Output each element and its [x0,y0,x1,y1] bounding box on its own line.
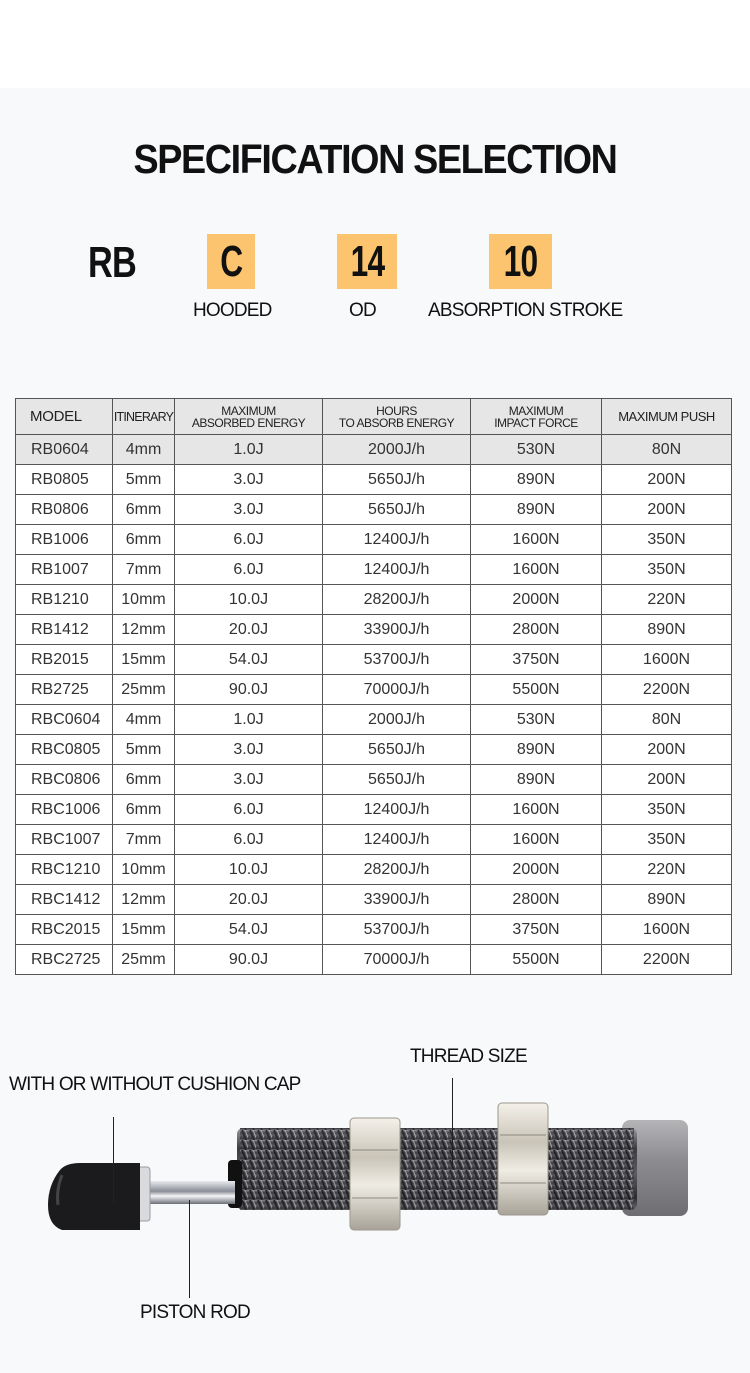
cell-model: RBC1210 [16,855,113,885]
page-title: SPECIFICATION SELECTION [133,136,617,182]
cell-max-absorbed-energy: 90.0J [175,945,323,975]
cell-max-push: 350N [602,795,732,825]
cell-max-push: 2200N [602,945,732,975]
cell-itinerary: 10mm [113,585,175,615]
cell-itinerary: 10mm [113,855,175,885]
cell-model: RBC0805 [16,735,113,765]
cell-itinerary: 15mm [113,645,175,675]
cell-hours-absorb-energy: 53700J/h [323,915,471,945]
table-row [16,495,732,525]
model-code-breakdown [0,234,750,290]
table-row [16,825,732,855]
cell-model: RBC0604 [16,705,113,735]
table-row [16,705,732,735]
cell-max-push: 890N [602,615,732,645]
cell-itinerary: 4mm [113,435,175,465]
cell-itinerary: 15mm [113,915,175,945]
cell-max-absorbed-energy: 20.0J [175,615,323,645]
cell-max-push: 220N [602,855,732,885]
callout-thread-size: THREAD SIZE [410,1046,527,1067]
cell-model: RB0806 [16,495,113,525]
cell-model: RB1412 [16,615,113,645]
cell-hours-absorb-energy: 33900J/h [323,885,471,915]
cell-max-absorbed-energy: 1.0J [175,705,323,735]
table-row [16,645,732,675]
table-row [16,855,732,885]
cell-max-absorbed-energy: 10.0J [175,585,323,615]
cell-max-push: 200N [602,735,732,765]
cell-model: RBC1007 [16,825,113,855]
cell-itinerary: 7mm [113,825,175,855]
cell-max-impact-force: 2000N [471,585,602,615]
cell-max-push: 80N [602,435,732,465]
cell-model: RBC1412 [16,885,113,915]
cell-max-impact-force: 890N [471,735,602,765]
cell-itinerary: 5mm [113,735,175,765]
cell-model: RB1210 [16,585,113,615]
table-header-row [16,399,732,435]
cell-max-push: 2200N [602,675,732,705]
cell-model: RB1007 [16,555,113,585]
cell-max-absorbed-energy: 3.0J [175,495,323,525]
cell-max-push: 350N [602,555,732,585]
code-box-od: 14 [337,234,397,289]
cell-hours-absorb-energy: 2000J/h [323,705,471,735]
cell-max-absorbed-energy: 54.0J [175,915,323,945]
cell-hours-absorb-energy: 28200J/h [323,585,471,615]
cell-max-absorbed-energy: 3.0J [175,765,323,795]
cell-max-impact-force: 1600N [471,795,602,825]
cell-itinerary: 12mm [113,615,175,645]
cell-hours-absorb-energy: 12400J/h [323,555,471,585]
cell-max-push: 890N [602,885,732,915]
cell-itinerary: 25mm [113,675,175,705]
callout-piston-rod: PISTON ROD [140,1302,250,1323]
leader-line-piston-rod [189,1200,190,1298]
cell-hours-absorb-energy: 5650J/h [323,465,471,495]
cell-model: RBC2015 [16,915,113,945]
cell-hours-absorb-energy: 53700J/h [323,645,471,675]
label-hooded: HOODED [193,300,272,321]
header-max-absorbed-energy: MAXIMUM ABSORBED ENERGY [175,399,323,435]
top-band [0,0,750,88]
table-row [16,615,732,645]
cell-max-impact-force: 1600N [471,555,602,585]
cell-max-impact-force: 2000N [471,855,602,885]
cell-max-absorbed-energy: 3.0J [175,465,323,495]
cell-max-push: 200N [602,495,732,525]
cell-itinerary: 7mm [113,555,175,585]
header-model: MODEL [16,399,113,435]
cell-hours-absorb-energy: 28200J/h [323,855,471,885]
cell-model: RB0805 [16,465,113,495]
cell-model: RB1006 [16,525,113,555]
cell-max-impact-force: 890N [471,465,602,495]
cell-max-impact-force: 1600N [471,525,602,555]
table-row [16,675,732,705]
cell-max-absorbed-energy: 54.0J [175,645,323,675]
cell-hours-absorb-energy: 5650J/h [323,765,471,795]
cell-max-impact-force: 3750N [471,915,602,945]
cell-model: RBC1006 [16,795,113,825]
cell-max-impact-force: 5500N [471,675,602,705]
cell-max-absorbed-energy: 90.0J [175,675,323,705]
table-row [16,765,732,795]
cell-hours-absorb-energy: 5650J/h [323,735,471,765]
cell-max-absorbed-energy: 10.0J [175,855,323,885]
label-od: OD [349,300,376,321]
cell-itinerary: 4mm [113,705,175,735]
cell-max-push: 220N [602,585,732,615]
table-row [16,465,732,495]
cell-hours-absorb-energy: 70000J/h [323,945,471,975]
cell-max-push: 1600N [602,915,732,945]
table-row [16,525,732,555]
leader-line-cushion-cap [113,1117,114,1203]
specification-table [15,398,732,975]
code-box-stroke: 10 [489,234,552,289]
cell-hours-absorb-energy: 2000J/h [323,435,471,465]
cell-max-impact-force: 890N [471,495,602,525]
cell-max-absorbed-energy: 6.0J [175,825,323,855]
cell-itinerary: 6mm [113,495,175,525]
cell-max-impact-force: 530N [471,705,602,735]
cell-max-absorbed-energy: 6.0J [175,795,323,825]
cell-hours-absorb-energy: 5650J/h [323,495,471,525]
cell-itinerary: 6mm [113,525,175,555]
cell-model: RB2725 [16,675,113,705]
cell-max-push: 200N [602,465,732,495]
cell-max-absorbed-energy: 6.0J [175,525,323,555]
cell-max-impact-force: 890N [471,765,602,795]
header-max-push: MAXIMUM PUSH [602,399,732,435]
cell-max-absorbed-energy: 20.0J [175,885,323,915]
callout-cushion-cap: WITH OR WITHOUT CUSHION CAP [9,1074,301,1095]
cell-model: RB0604 [16,435,113,465]
leader-line-thread-size [452,1078,453,1168]
model-prefix: RB [88,238,137,287]
cell-itinerary: 25mm [113,945,175,975]
header-itinerary: ITINERARY [113,399,175,435]
table-row [16,585,732,615]
table-row [16,735,732,765]
header-hours-absorb-energy: HOURS TO ABSORB ENERGY [323,399,471,435]
cell-model: RBC2725 [16,945,113,975]
table-row [16,945,732,975]
table-row [16,795,732,825]
cell-max-impact-force: 1600N [471,825,602,855]
table-row [16,915,732,945]
cell-itinerary: 6mm [113,765,175,795]
cell-hours-absorb-energy: 70000J/h [323,675,471,705]
cell-itinerary: 6mm [113,795,175,825]
cell-max-absorbed-energy: 6.0J [175,555,323,585]
table-row [16,435,732,465]
cell-hours-absorb-energy: 33900J/h [323,615,471,645]
cell-max-impact-force: 3750N [471,645,602,675]
table-row [16,885,732,915]
header-max-impact-force: MAXIMUM IMPACT FORCE [471,399,602,435]
cell-hours-absorb-energy: 12400J/h [323,525,471,555]
cell-max-push: 200N [602,765,732,795]
cell-model: RB2015 [16,645,113,675]
cell-max-push: 350N [602,525,732,555]
cell-max-push: 1600N [602,645,732,675]
cell-max-absorbed-energy: 3.0J [175,735,323,765]
cell-itinerary: 12mm [113,885,175,915]
cell-max-push: 350N [602,825,732,855]
label-absorption-stroke: ABSORPTION STROKE [428,300,623,321]
cell-max-impact-force: 2800N [471,885,602,915]
cell-max-push: 80N [602,705,732,735]
cell-model: RBC0806 [16,765,113,795]
cell-max-impact-force: 2800N [471,615,602,645]
cell-max-impact-force: 5500N [471,945,602,975]
cell-max-impact-force: 530N [471,435,602,465]
code-box-hooded: C [207,234,255,289]
cell-hours-absorb-energy: 12400J/h [323,795,471,825]
cell-itinerary: 5mm [113,465,175,495]
table-row [16,555,732,585]
cell-max-absorbed-energy: 1.0J [175,435,323,465]
cell-hours-absorb-energy: 12400J/h [323,825,471,855]
